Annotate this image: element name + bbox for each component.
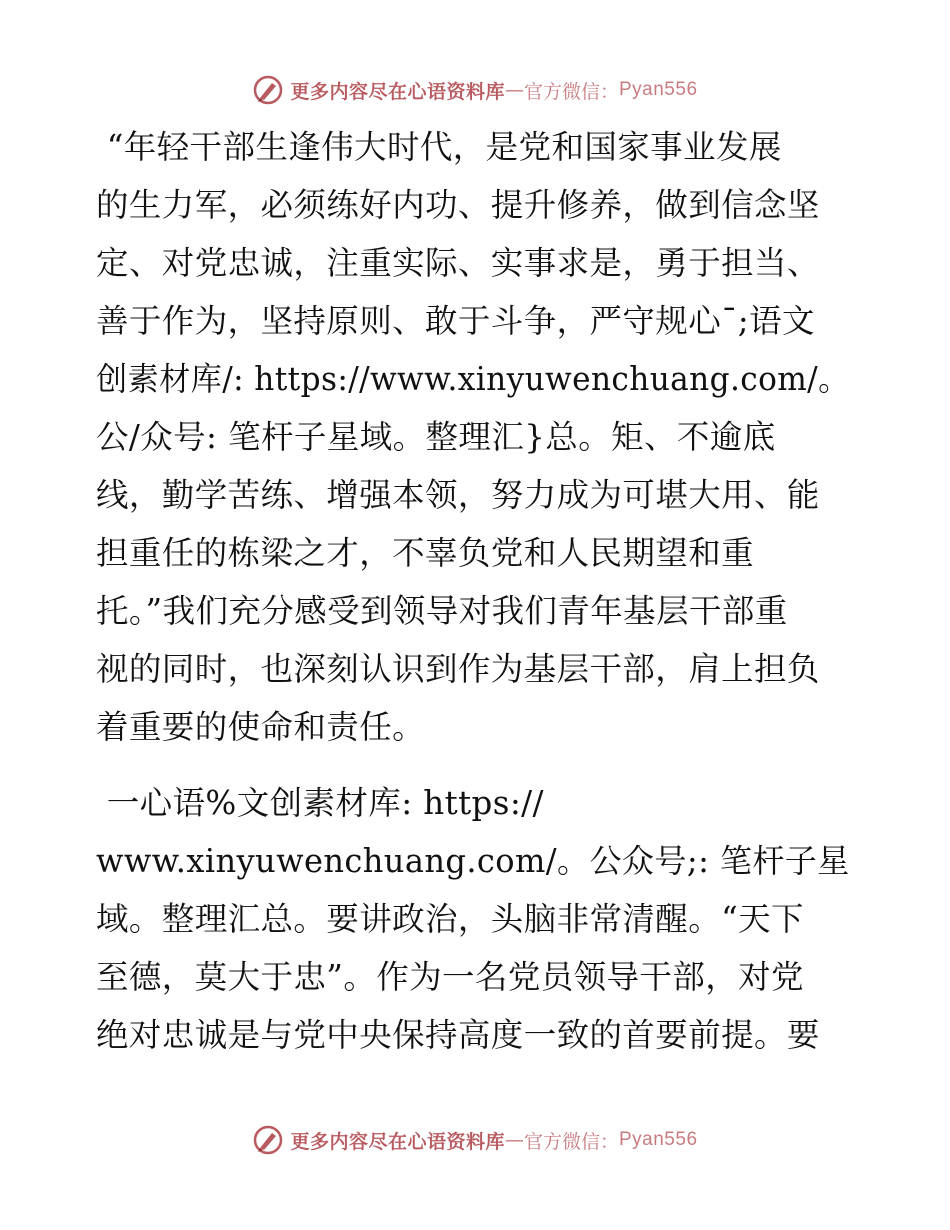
banner-separator: — (504, 79, 524, 101)
banner-wechat-label: 官方微信： (523, 80, 619, 103)
text-line: 托。”我们充分感受到领导对我们青年基层干部重 (96, 592, 788, 630)
banner-wechat-id: Pyan556 (619, 79, 698, 100)
footer-banner (0, 1120, 950, 1160)
banner-wechat-id: Pyan556 (619, 1129, 698, 1150)
text-line: 着重要的使命和责任。 (96, 708, 426, 746)
banner-wechat-label: 官方微信： (523, 1130, 619, 1153)
banner-text: 更多内容尽在心语资料库 (290, 1130, 505, 1153)
text-line: 视的同时，也深刻认识到作为基层干部，肩上担负 (96, 650, 820, 688)
text-line: 一心语%文创素材库: https:// (96, 784, 544, 822)
text-line: 善于作为，坚持原则、敢于斗争，严守规心¯;语文 (96, 302, 815, 340)
text-line: 担重任的栋梁之才，不辜负党和人民期望和重 (96, 534, 755, 572)
text-line: 创素材库/: https://www.xinyuwenchuang.com/。 (96, 360, 850, 398)
text-line: 域。整理汇总。要讲政治，头脑非常清醒。“天下 (96, 900, 804, 938)
text-line: www.xinyuwenchuang.com/。公众号;: 笔杆子星 (96, 842, 850, 880)
text-line: “年轻干部生逢伟大时代，是党和国家事业发展 (96, 128, 782, 166)
text-line: 公/众号: 笔杆子星域。整理汇}总。矩、不逾底 (96, 418, 776, 456)
text-line: 绝对忠诚是与党中央保持高度一致的首要前提。要 (96, 1016, 820, 1054)
header-banner (0, 70, 950, 110)
text-line: 的生力军，必须练好内功、提升修养，做到信念坚 (96, 186, 820, 224)
text-line: 线，勤学苦练、增强本领，努力成为可堪大用、能 (96, 476, 820, 514)
banner-separator: — (504, 1129, 524, 1151)
text-line: 至德，莫大于忠”。作为一名党员领导干部，对党 (96, 958, 804, 996)
banner-text: 更多内容尽在心语资料库 (290, 80, 505, 103)
pen-circle-icon (252, 74, 284, 106)
pen-circle-icon (252, 1124, 284, 1156)
text-line: 定、对党忠诚，注重实际、实事求是，勇于担当、 (96, 244, 820, 282)
